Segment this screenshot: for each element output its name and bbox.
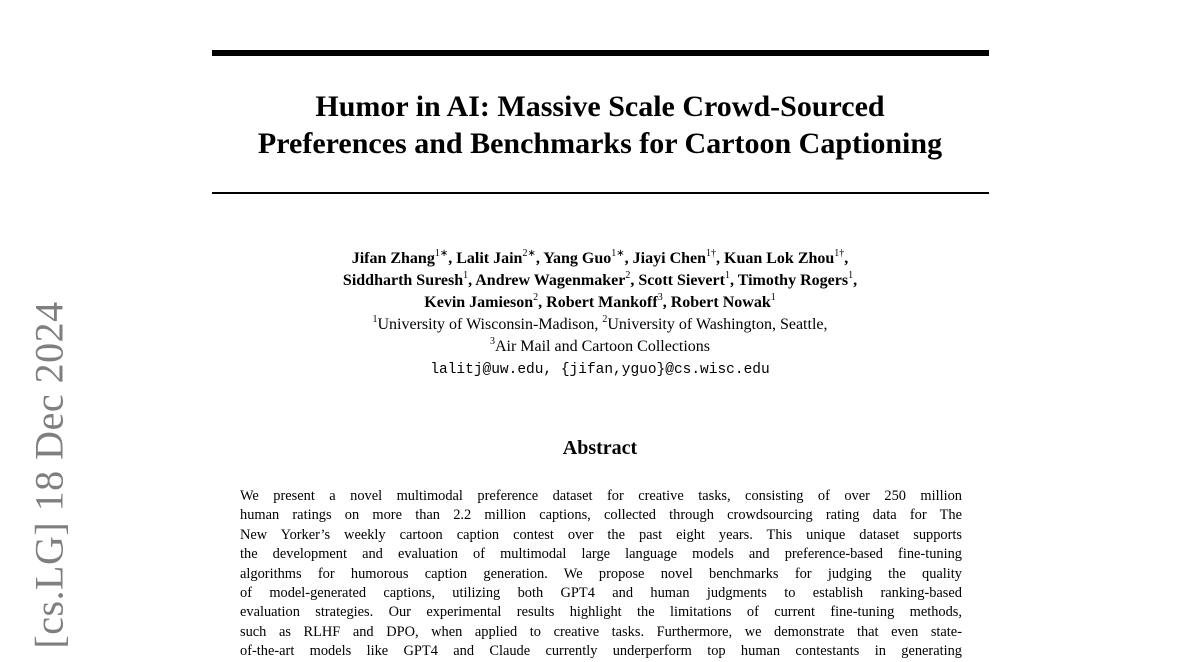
title-line: Humor in AI: Massive Scale Crowd-Sourced	[315, 90, 885, 123]
author-line	[200, 292, 1000, 314]
title-bottom-rule	[212, 192, 989, 194]
abstract-line: of model-generated captions, utilizing both GPT4 and human judgments to establish ranking-based	[240, 585, 962, 602]
abstract-line: of-the-art models like GPT4 and Claude currently underperform top human contestants in generating	[240, 643, 962, 660]
abstract-line: such as RLHF and DPO, when applied to creative tasks. Furthermore, we demonstrate that even state-	[240, 623, 962, 640]
paper-title	[200, 88, 1000, 162]
author: Lalit Jain$^{2∗}$,	[456, 247, 544, 267]
author: Andrew Wagenmaker$^2$,	[475, 269, 639, 289]
abstract-line: New Yorker’s weekly cartoon caption contest over the past eight years. This unique dataset supports	[240, 526, 962, 543]
abstract-line: the development and evaluation of multimodal large language models and preference-based fine-tuning	[240, 546, 962, 563]
author: Yang Guo$^{1∗}$,	[543, 247, 633, 267]
author: Jiayi Chen$^{1\dagger}$,	[632, 247, 725, 267]
author: Kuan Lok Zhou$^{1\dagger}$,	[724, 247, 849, 267]
author: Siddharth Suresh$^1$,	[342, 269, 476, 289]
author: Robert Mankoff$^3$,	[546, 291, 671, 311]
author-block	[200, 248, 1000, 381]
author-line	[200, 248, 1000, 270]
email-line: lalitj@uw.edu, {jifan,yguo}@cs.wisc.edu	[430, 362, 770, 378]
abstract-body	[240, 487, 962, 662]
abstract-line: algorithms for humorous caption generation. We propose novel benchmarks for judging the quality	[240, 565, 962, 582]
author: Kevin Jamieson$^2$,	[424, 291, 547, 311]
author: Robert Nowak$^1$	[670, 291, 776, 311]
abstract-line: We present a novel multimodal preference dataset for creative tasks, consisting of over 250 million	[240, 488, 962, 504]
title-line: Preferences and Benchmarks for Cartoon Captioning	[257, 127, 943, 160]
affiliation-line: $^1$University of Wisconsin-Madison, $^2$University of Washington, Seattle,	[372, 313, 828, 333]
abstract-line: human ratings on more than 2.2 million captions, collected through crowdsourcing rating data for The	[240, 507, 962, 524]
author: Jifan Zhang$^{1∗}$,	[351, 247, 457, 267]
affiliation-line: $^3$Air Mail and Cartoon Collections	[489, 335, 711, 355]
abstract-heading: Abstract	[562, 437, 638, 459]
author-line	[200, 270, 1000, 292]
title-top-rule	[212, 50, 989, 56]
arxiv-stamp: [cs.LG] 18 Dec 2024	[26, 301, 72, 649]
author: Timothy Rogers$^1$,	[737, 269, 858, 289]
abstract-line: evaluation strategies. Our experimental results highlight the limitations of current fine-tuning methods,	[240, 604, 962, 621]
author: Scott Sievert$^1$,	[638, 269, 738, 289]
